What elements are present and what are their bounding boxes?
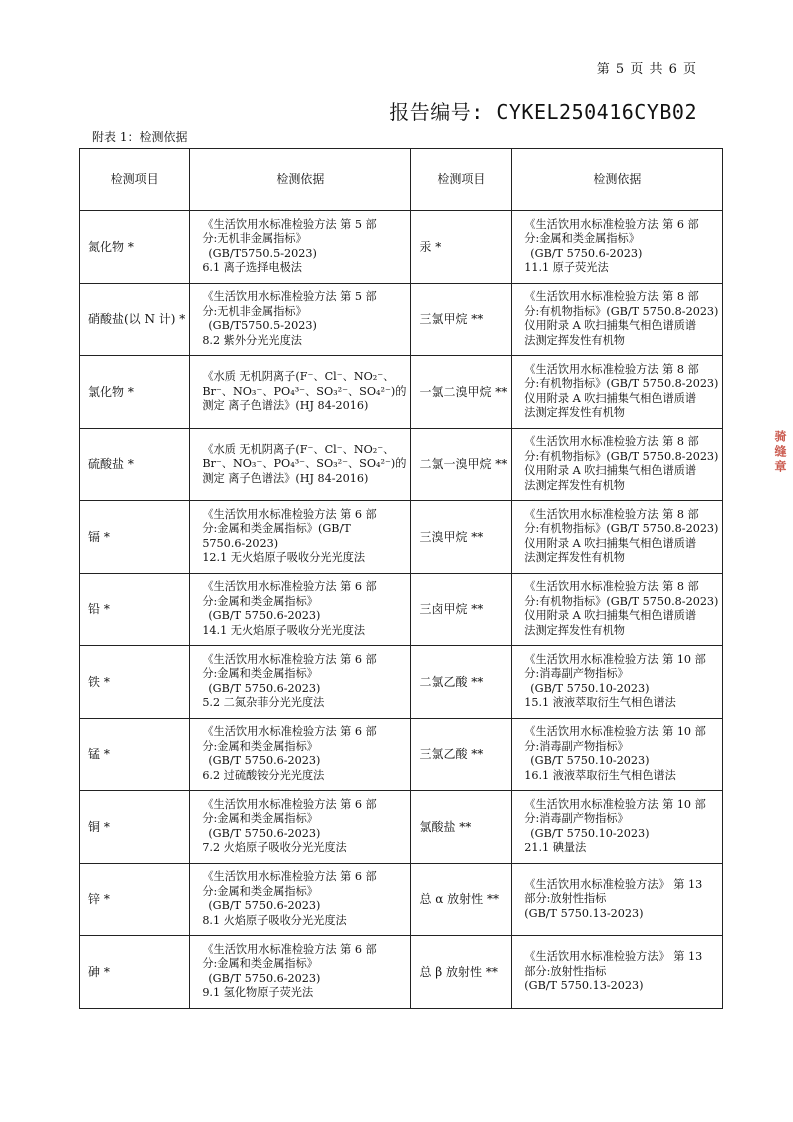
table-row: [80, 718, 723, 791]
basis-line: (GB/T 5750.13-2023): [524, 906, 644, 920]
test-basis-left: [190, 211, 411, 284]
basis-line: 14.1 无火焰原子吸收分光光度法: [202, 623, 366, 637]
basis-line: 15.1 液液萃取衍生气相色谱法: [524, 696, 676, 710]
seal-stamp: 骑缝章: [773, 430, 787, 475]
table-row: [80, 936, 723, 1009]
basis-line: (GB/T5750.5-2023): [208, 246, 317, 260]
basis-line: 仪用附录 A 吹扫捕集气相色谱质谱: [524, 319, 697, 333]
basis-line: 分:金属和类金属指标》: [202, 957, 318, 971]
basis-line: 分:有机物指标》(GB/T 5750.8-2023): [524, 449, 719, 463]
basis-line: 《生活饮用水标准检验方法 第 6 部: [202, 652, 377, 666]
table-row: [80, 573, 723, 646]
basis-line: (GB/T 5750.6-2023): [208, 754, 321, 768]
basis-line: 法测定挥发性有机物: [524, 623, 625, 637]
basis-line: 部分:放射性指标: [524, 892, 607, 905]
test-basis-right: [512, 211, 723, 284]
report-number: 报告编号: CYKEL250416CYB02: [389, 100, 697, 124]
basis-line: 分:金属和类金属指标》(GB/T: [202, 522, 351, 536]
basis-line: (GB/T5750.5-2023): [208, 319, 317, 333]
test-basis-left: [190, 356, 411, 429]
table-row: [80, 356, 723, 429]
basis-line: 仪用附录 A 吹扫捕集气相色谱质谱: [524, 609, 697, 623]
basis-line: 分:金属和类金属指标》: [202, 739, 318, 753]
test-item-left: 铁 *: [80, 646, 190, 719]
test-item-left: 锌 *: [80, 863, 190, 936]
test-basis-right: [512, 718, 723, 791]
basis-line: 分:金属和类金属指标》: [202, 667, 318, 681]
basis-line: Br⁻、NO₃⁻、PO₄³⁻、SO₃²⁻、SO₄²⁻)的: [202, 457, 407, 470]
basis-line: 《生活饮用水标准检验方法 第 6 部: [202, 507, 377, 521]
test-basis-right: [512, 573, 723, 646]
header-item-right: 检测项目: [411, 149, 512, 211]
basis-line: 《生活饮用水标准检验方法 第 5 部: [202, 290, 377, 304]
basis-line: 16.1 液液萃取衍生气相色谱法: [524, 768, 676, 782]
basis-line: 21.1 碘量法: [524, 841, 587, 855]
test-basis-left: [190, 718, 411, 791]
test-basis-right: [512, 283, 723, 356]
basis-line: 《水质 无机阴离子(F⁻、Cl⁻、NO₂⁻、: [202, 370, 395, 383]
basis-line: (GB/T 5750.6-2023): [208, 971, 321, 985]
test-item-right: 三卤甲烷 **: [411, 573, 512, 646]
header-basis-left: 检测依据: [190, 149, 411, 211]
basis-line: 《生活饮用水标准检验方法 第 6 部: [524, 217, 699, 231]
basis-line: 分:金属和类金属指标》: [202, 812, 318, 826]
basis-line: 《生活饮用水标准检验方法 第 10 部: [524, 725, 706, 739]
basis-line: 《生活饮用水标准检验方法 第 6 部: [202, 797, 377, 811]
basis-line: 法测定挥发性有机物: [524, 478, 625, 492]
test-basis-right: [512, 863, 723, 936]
basis-line: 12.1 无火焰原子吸收分光光度法: [202, 551, 366, 565]
basis-line: 6.1 离子选择电极法: [202, 261, 302, 275]
test-basis-right: [512, 936, 723, 1009]
test-item-right: 汞 *: [411, 211, 512, 284]
basis-line: 《水质 无机阴离子(F⁻、Cl⁻、NO₂⁻、: [202, 442, 395, 456]
basis-line: (GB/T 5750.10-2023): [530, 754, 650, 768]
basis-line: 《生活饮用水标准检验方法 第 8 部: [524, 290, 699, 304]
basis-line: 分:有机物指标》(GB/T 5750.8-2023): [524, 377, 719, 391]
basis-line: 《生活饮用水标准检验方法 第 6 部: [202, 580, 377, 594]
basis-line: 法测定挥发性有机物: [524, 333, 625, 347]
test-item-right: 二氯一溴甲烷 **: [411, 428, 512, 501]
basis-line: 分:消毒副产物指标》: [524, 812, 629, 826]
basis-line: 部分:放射性指标: [524, 964, 607, 978]
test-item-left: 氯化物 *: [80, 356, 190, 429]
basis-line: 仪用附录 A 吹扫捕集气相色谱质谱: [524, 464, 697, 478]
basis-line: 仪用附录 A 吹扫捕集气相色谱质谱: [524, 536, 697, 550]
header-basis-right: 检测依据: [512, 149, 723, 211]
test-basis-right: [512, 428, 723, 501]
test-basis-right: [512, 791, 723, 864]
basis-line: 《生活饮用水标准检验方法》 第 13: [524, 877, 703, 891]
table-title: 附表 1：检测依据: [92, 130, 188, 144]
table-row: [80, 501, 723, 574]
test-item-left: 硝酸盐(以 N 计) *: [80, 283, 190, 356]
basis-line: 分:有机物指标》(GB/T 5750.8-2023): [524, 522, 719, 536]
basis-line: 《生活饮用水标准检验方法 第 6 部: [202, 942, 377, 956]
test-basis-left: [190, 501, 411, 574]
test-basis-right: [512, 646, 723, 719]
test-basis-left: [190, 646, 411, 719]
basis-line: 《生活饮用水标准检验方法 第 5 部: [202, 217, 377, 231]
test-item-left: 砷 *: [80, 936, 190, 1009]
basis-line: 法测定挥发性有机物: [524, 551, 625, 565]
header-item-left: 检测项目: [80, 149, 190, 211]
basis-line: 《生活饮用水标准检验方法 第 8 部: [524, 435, 699, 449]
basis-line: 《生活饮用水标准检验方法 第 8 部: [524, 507, 699, 521]
test-item-left: 硫酸盐 *: [80, 428, 190, 501]
basis-line: (GB/T 5750.6-2023): [208, 609, 321, 623]
basis-line: (GB/T 5750.10-2023): [530, 681, 650, 695]
table-row: [80, 211, 723, 284]
table-row: [80, 646, 723, 719]
basis-line: 法测定挥发性有机物: [524, 406, 625, 420]
basis-line: (GB/T 5750.10-2023): [530, 826, 650, 840]
basis-line: 测定 离子色谱法》(HJ 84-2016): [202, 471, 369, 485]
test-item-right: 一氯二溴甲烷 **: [411, 356, 512, 429]
basis-line: 11.1 原子荧光法: [524, 261, 609, 275]
test-basis-left: [190, 863, 411, 936]
basis-line: 6.2 过硫酸铵分光光度法: [202, 768, 325, 782]
basis-line: 分:有机物指标》(GB/T 5750.8-2023): [524, 304, 719, 318]
page-number: 第 5 页 共 6 页: [596, 62, 697, 77]
basis-line: Br⁻、NO₃⁻、PO₄³⁻、SO₃²⁻、SO₄²⁻)的: [202, 384, 407, 398]
test-basis-left: [190, 428, 411, 501]
test-item-right: 三氯乙酸 **: [411, 718, 512, 791]
basis-line: 分:消毒副产物指标》: [524, 667, 629, 681]
table-row: [80, 863, 723, 936]
basis-line: (GB/T 5750.6-2023): [208, 826, 321, 840]
basis-line: (GB/T 5750.13-2023): [524, 979, 644, 992]
basis-line: 9.1 氢化物原子荧光法: [202, 986, 314, 1000]
test-item-left: 锰 *: [80, 718, 190, 791]
table-row: [80, 791, 723, 864]
test-basis-left: [190, 936, 411, 1009]
basis-line: 5.2 二氮杂菲分光光度法: [202, 696, 325, 710]
basis-line: 分:无机非金属指标》: [202, 232, 307, 246]
basis-line: 分:无机非金属指标》: [202, 304, 307, 318]
table-row: [80, 428, 723, 501]
test-item-right: 三溴甲烷 **: [411, 501, 512, 574]
basis-line: 分:金属和类金属指标》: [524, 232, 640, 246]
basis-line: 《生活饮用水标准检验方法 第 8 部: [524, 580, 699, 594]
test-item-right: 氯酸盐 **: [411, 791, 512, 864]
test-basis-right: [512, 356, 723, 429]
test-item-left: 氮化物 *: [80, 211, 190, 284]
basis-line: (GB/T 5750.6-2023): [208, 899, 321, 913]
basis-line: 《生活饮用水标准检验方法 第 10 部: [524, 797, 706, 811]
basis-line: 《生活饮用水标准检验方法 第 6 部: [202, 870, 377, 884]
test-item-right: 总 β 放射性 **: [411, 936, 512, 1009]
test-basis-left: [190, 573, 411, 646]
basis-line: 5750.6-2023): [202, 536, 279, 550]
basis-line: 8.1 火焰原子吸收分光光度法: [202, 913, 347, 927]
table-row: [80, 283, 723, 356]
table-body: [80, 211, 723, 1009]
test-item-left: 铜 *: [80, 791, 190, 864]
table-header-row: [80, 149, 723, 211]
basis-line: 《生活饮用水标准检验方法 第 6 部: [202, 725, 377, 739]
basis-line: 分:金属和类金属指标》: [202, 594, 318, 608]
test-basis-right: [512, 501, 723, 574]
basis-line: 仪用附录 A 吹扫捕集气相色谱质谱: [524, 391, 697, 405]
test-item-right: 三氯甲烷 **: [411, 283, 512, 356]
basis-line: 分:有机物指标》(GB/T 5750.8-2023): [524, 594, 719, 608]
basis-line: 8.2 紫外分光光度法: [202, 333, 302, 347]
test-item-left: 铅 *: [80, 573, 190, 646]
basis-line: 7.2 火焰原子吸收分光光度法: [202, 841, 347, 855]
test-item-left: 镉 *: [80, 501, 190, 574]
basis-line: 《生活饮用水标准检验方法 第 10 部: [524, 652, 706, 666]
basis-line: (GB/T 5750.6-2023): [530, 246, 643, 260]
test-item-right: 总 α 放射性 **: [411, 863, 512, 936]
basis-line: (GB/T 5750.6-2023): [208, 681, 321, 695]
basis-line: 分:消毒副产物指标》: [524, 739, 629, 753]
basis-line: 《生活饮用水标准检验方法 第 8 部: [524, 362, 699, 376]
test-basis-left: [190, 791, 411, 864]
test-item-right: 二氯乙酸 **: [411, 646, 512, 719]
basis-line: 《生活饮用水标准检验方法》 第 13: [524, 950, 703, 963]
basis-line: 测定 离子色谱法》(HJ 84-2016): [202, 399, 369, 412]
test-basis-left: [190, 283, 411, 356]
detection-basis-table: [79, 148, 723, 1009]
basis-line: 分:金属和类金属指标》: [202, 884, 318, 898]
